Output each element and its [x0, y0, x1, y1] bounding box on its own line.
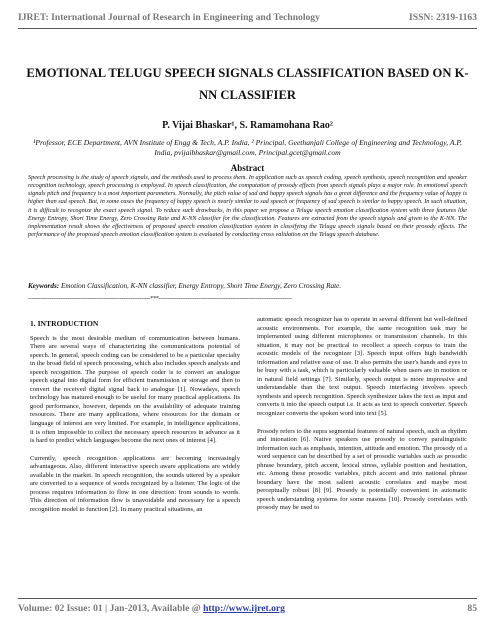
- running-header: [18, 12, 477, 29]
- volume-info: [18, 603, 285, 614]
- author-list: P. Vijai Bhaskar¹, S. Ramamohana Rao²: [162, 120, 333, 131]
- abstract-text: Speech processing is the study of speech signals, and the methods used to process them. In application such as speech coding, speech synthesis, speech recognition and speaker recognition technology, speech processing is employed. In speech classification, the computation of prosody effects from speech signals plays a major role. In emotional speech signals pitch and frequency is a most important parameters. Normally, the pitch value of sad and happy speech signals has a great difference and the frequency value of happy is higher than sad speech. But, in some cases the frequency of happy speech is nearly similar to sad speech or frequency of sad speech is similar to happy speech. In such situation, it is difficult to recognize the exact speech signal. To reduce such drawbacks, in this paper we propose a Telugu speech emotion classification system with three features like Energy Entropy, Short Time Energy, Zero Crossing Rate and K-NN classifier for the classification. Features are extracted from the speech signals and given to the K-NN. The implementation result shows the effectiveness of proposed speech emotion classification system in classifying the Telugu speech signals based on their prosody effects. The performance of the proposed speech emotion classification system is evaluated by conducting cross validation on the Telugu speech database.: [28, 174, 467, 239]
- section-separator: --------------------------------------------------------------------***--------------------------------------------------------------------------: [28, 296, 292, 302]
- paragraph: automatic speech recognizer has to operate in several different but well-defined acoustic environments. For example, the same recognition task may be implemented using different microphones or transmission channels. In this situation, it may not be practical to recollect a speech corpus to train the acoustic models of the recognizer [3]. Speech input offers high bandwidth information and relative ease of use. It also permits the user's hands and eyes to be busy with a task, which is particularly valuable when users are in motion or in natural field settings [7]. Similarly, speech output is more impressive and understandable than the text output. Speech interfacing involves speech synthesis and speech recognition. Speech synthesizer takes the text as input and converts it into the speech output i.e. It acts as text to speech converter. Speech recognizer converts the spoken word into text [5].: [257, 316, 467, 418]
- section-heading: 1. INTRODUCTION: [30, 319, 99, 328]
- paragraph: Prosody refers to the supra segmental features of natural speech, such as rhythm and intonation [6]. Native speakers use prosody to convey paralinguistic information such as emphasis, intention, attitude and emotion. The prosody of a word sequence can be described by a set of prosodic variables such as prosodic phrase boundary, pitch accent, lexical stress, syllable position and hesitation, etc. Among these prosodic variables, pitch accent and into national phrase boundary have the most salient acoustic correlates and maybe most perceptually robust [8] [9]. Prosody is potentially convenient in automatic speech understanding systems for some reasons [10]. Prosody correlates with prosody may be used to: [257, 427, 467, 512]
- right-column: [257, 316, 467, 522]
- issn: ISSN: 2319-1163: [409, 12, 477, 23]
- paragraph: Currently, speech recognition applications are becoming increasingly advantageous. Also, different interactive speech aware applications are widely available in the market. In speech recognition, the sounds uttered by a speaker are converted to a sequence of words recognized by a listener. The logic of the process requires information to flow in one direction: from sounds to words. This direction of information flow is unavoidable and necessary for a speech recognition model to function [2]. In many practical situations, an: [30, 454, 240, 513]
- paragraph: Speech is the most desirable medium of communication between humans. There are several ways of characterizing the communications potential of speech. In general, speech coding can be considered to be a particular specialty in the broad field of speech processing, which also includes speech analysis and speech recognition. The purpose of speech coder is to convert an analogue speech signal into digital form for efficient transmission or storage and then to convert the received digital signal back to analogue [1]. Nowadays, speech technology has matured enough to be useful for many practical applications. Its good performance, however, depends on the availability of adequate training resources. There are many applications, where resources for the domain or language of interest are very limited. For example, in intelligence applications, it is often impossible to collect the necessary speech resources in advance as it is hard to predict which languages become the next ones of interest [4].: [30, 334, 240, 445]
- keywords-label: Keywords:: [28, 282, 60, 290]
- keywords: [28, 282, 467, 290]
- affiliations: ¹Professor, ECE Department, AVN Institute of Engg & Tech, A.P. India, ² Principal, Geethanjali College of Engineering and Technology, A.P, India, pvijaibhaskar@gmail.com, Principal.gcet@gmail.com: [33, 138, 462, 157]
- paper-title: EMOTIONAL TELUGU SPEECH SIGNALS CLASSIFICATION BASED ON K-NN CLASSIFIER: [26, 66, 469, 102]
- abstract-heading: Abstract: [230, 163, 265, 173]
- left-column: [30, 316, 240, 523]
- running-footer: [18, 598, 477, 614]
- keywords-text: Emotion Classification, K-NN classifier, Energy Entropy, Short Time Energy, Zero Crossing Rate.: [60, 282, 342, 290]
- journal-name: IJRET: International Journal of Research in Engineering and Technology: [18, 12, 320, 23]
- page-number: 85: [467, 603, 477, 614]
- volume-text: Volume: 02 Issue: 01 | Jan-2013, Available @: [18, 603, 204, 614]
- journal-link[interactable]: http://www.ijret.org: [203, 603, 285, 614]
